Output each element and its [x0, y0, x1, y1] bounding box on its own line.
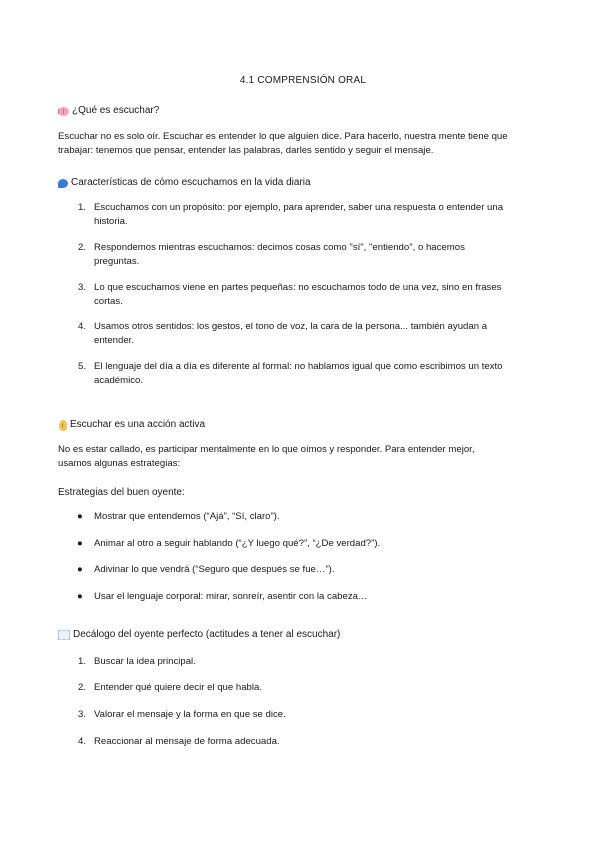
list-item-text: Mostrar que entendemos (“Ajá”, “Sí, claro”). [94, 511, 280, 522]
list-number: 4. [77, 736, 86, 747]
ear-icon [59, 420, 67, 431]
list-number: 5. [77, 361, 86, 372]
list-item-text: Reaccionar al mensaje de forma adecuada. [94, 736, 280, 747]
list-item-text: Usar el lenguaje corporal: mirar, sonreír, asentir con la cabeza… [94, 591, 368, 602]
bullet: ● [77, 511, 83, 522]
list-item-line: Respondemos mientras escuchamos: decimos cosas como "sí", "entiendo", o hacemos [94, 242, 465, 253]
list-item-line: Usamos otros sentidos: los gestos, el tono de voz, la cara de la persona... también ayudan a [94, 321, 488, 332]
sub-heading: Estrategias del buen oyente: [58, 487, 185, 498]
list-item-line: historia. [94, 215, 128, 227]
list-item-line: académico. [94, 374, 144, 386]
list-item-line: Lo que escuchamos viene en partes pequeñas: no escuchamos todo de una vez, sino en frases [94, 282, 502, 293]
paragraph-line: usamos algunas estrategias: [58, 457, 181, 469]
list-number: 4. [77, 321, 86, 332]
paragraph [58, 130, 546, 158]
section-heading-accion-activa [58, 418, 205, 433]
list-number: 2. [77, 682, 86, 693]
list-number: 2. [77, 242, 86, 253]
section-heading-text: Escuchar es una acción activa [70, 419, 206, 430]
list-number: 3. [77, 282, 86, 293]
list-item-line: Escuchamos con un propósito: por ejemplo, para aprender, saber una respuesta o entender una [94, 202, 504, 213]
section-heading-decalogo [58, 628, 340, 643]
list-item-line: preguntas. [94, 255, 140, 267]
page-title: 4.1 COMPRENSIÓN ORAL [239, 75, 367, 86]
list-item-text: Animar al otro a seguir hablando (“¿Y luego qué?”, “¿De verdad?”). [94, 538, 381, 549]
list-item-text: Entender qué quiere decir el que habla. [94, 682, 263, 693]
list-item-line: cortas. [94, 295, 123, 307]
section-heading-que-es [58, 104, 159, 119]
list-item-text: Buscar la idea principal. [94, 656, 196, 667]
list-item-line: El lenguaje del día a día es diferente al formal: no hablamos igual que como escribimos un texto [94, 361, 503, 372]
paragraph-line: Escuchar no es solo oír. Escuchar es entender lo que alguien dice. Para hacerlo, nuestra mente tiene que [58, 131, 508, 142]
list-number: 1. [77, 202, 86, 213]
bullet: ● [77, 591, 83, 602]
bullet: ● [77, 564, 83, 575]
paragraph [58, 443, 546, 471]
list-item-text: Adivinar lo que vendrá (“Seguro que después se fue…”). [94, 564, 335, 575]
paragraph-line: trabajar: tenemos que pensar, entender las palabras, darles sentido y seguir el mensaje. [58, 144, 434, 156]
section-heading-text: ¿Qué es escuchar? [72, 105, 160, 116]
bullet: ● [77, 538, 83, 549]
brain-icon [58, 107, 69, 116]
list-item-line: entender. [94, 334, 135, 346]
list-number: 1. [77, 656, 86, 667]
speech-icon [58, 179, 68, 188]
paragraph-line: No es estar callado, es participar mentalmente en lo que oímos y responder. Para entender mejor, [58, 444, 475, 455]
section-heading-text: Decálogo del oyente perfecto (actitudes a tener al escuchar) [73, 629, 341, 640]
list-item-text: Valorar el mensaje y la forma en que se dice. [94, 709, 286, 720]
list-number: 3. [77, 709, 86, 720]
section-heading-caracteristicas [58, 176, 311, 191]
scroll-icon [58, 630, 70, 640]
section-heading-text: Características de cómo escuchamos en la vida diaria [71, 177, 311, 188]
